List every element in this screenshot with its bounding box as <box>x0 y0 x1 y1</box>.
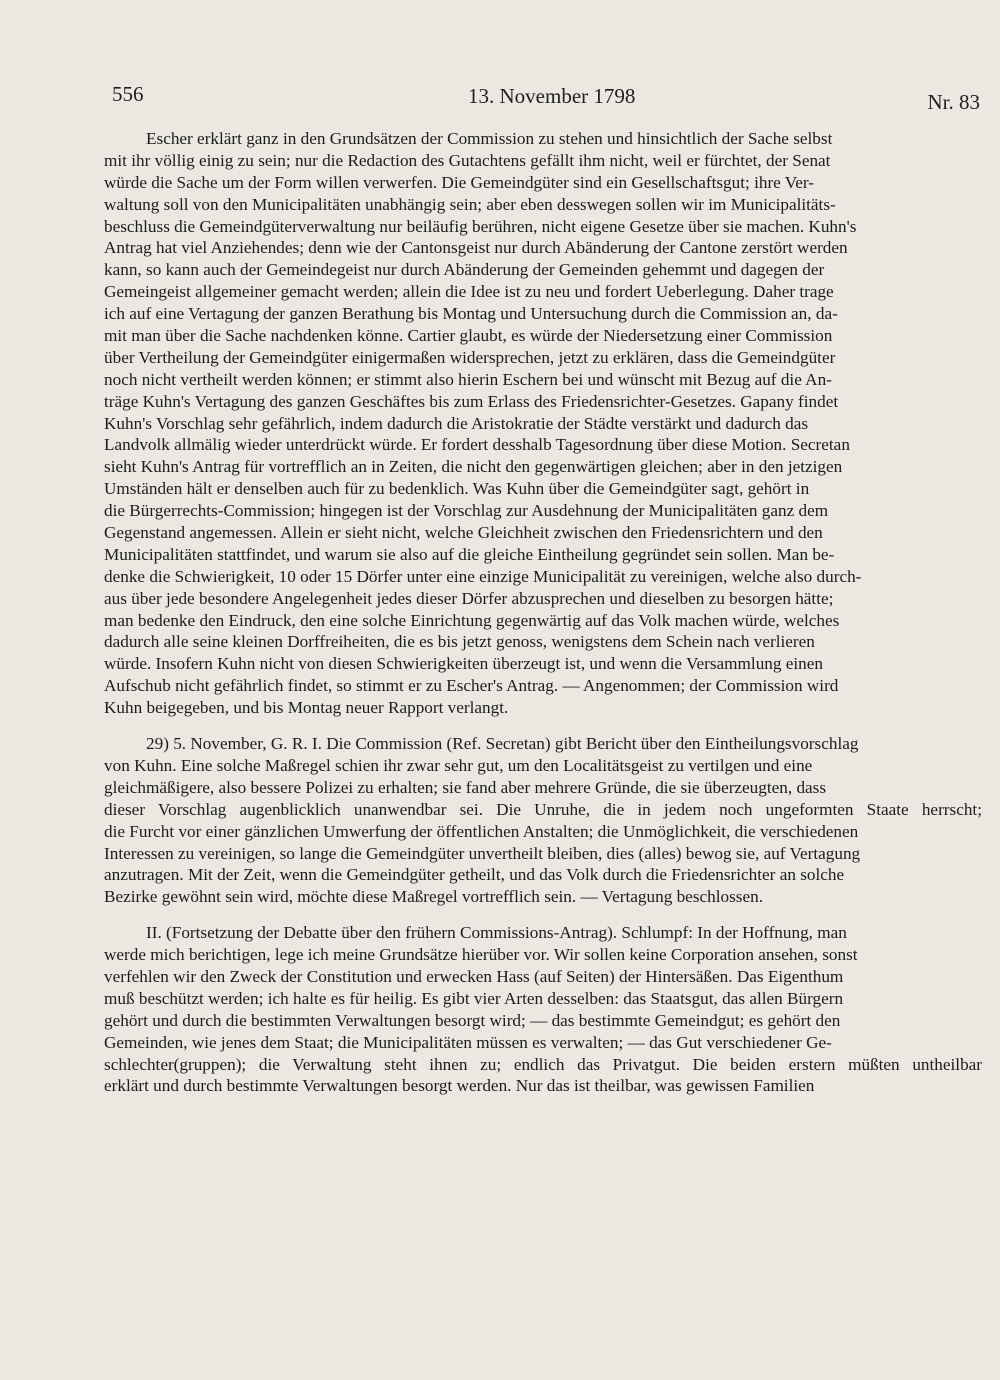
text-line: sieht Kuhn's Antrag für vortrefflich an in Zeiten, die nicht den gegenwärtigen gleichen; aber in den jetzigen <box>104 457 843 477</box>
document-number: Nr. 83 <box>927 90 980 114</box>
text-line: II. (Fortsetzung der Debatte über den frühern Commissions-Antrag). Schlumpf: In der Hoffnung, man <box>146 923 847 943</box>
text-line: Kuhn's Vorschlag sehr gefährlich, indem dadurch die Aristokratie der Städte verstärkt und dadurch das <box>104 413 809 433</box>
text-line: über Vertheilung der Gemeindgüter einigermaßen widersprechen, jetzt zu erklären, dass die Gemeindgüter <box>104 347 836 367</box>
text-line: ich auf eine Vertagung der ganzen Berathung bis Montag und Untersuchung durch die Commission an, da- <box>104 304 838 324</box>
paragraph-escher-debate <box>104 128 982 719</box>
text-line: Antrag hat viel Anziehendes; denn wie der Cantonsgeist nur durch Abänderung der Cantone zerstört werden <box>104 238 848 258</box>
text-line: werde mich berichtigen, lege ich meine Grundsätze hierüber vor. Wir sollen keine Corporation ansehen, sonst <box>104 945 858 965</box>
paragraph-29-commission-report <box>104 733 982 908</box>
text-line: mit man über die Sache nachdenken könne. Cartier glaubt, es würde der Niedersetzung einer Commission <box>104 326 833 346</box>
text-line: kann, so kann auch der Gemeindegeist nur durch Abänderung der Gemeinden gehemmt und dagegen der <box>104 260 825 280</box>
text-line: Escher erklärt ganz in den Grundsätzen der Commission zu stehen und hinsichtlich der Sache selbst <box>146 129 833 148</box>
text-line: Gemeingeist allgemeiner gemacht werden; allein die Idee ist zu neu und fordert Ueberlegung. Daher trage <box>104 282 834 302</box>
page-header <box>104 82 980 116</box>
text-line: Aufschub nicht gefährlich findet, so stimmt er zu Escher's Antrag. — Angenommen; der Commission wird <box>104 676 839 696</box>
text-line: träge Kuhn's Vertagung des ganzen Geschäftes bis zum Erlass des Friedensrichter-Gesetzes. Gapany findet <box>104 391 839 411</box>
text-line: dieser Vorschlag augenblicklich unanwendbar sei. Die Unruhe, die in jedem noch ungeformten Staate herrscht; <box>104 799 982 819</box>
text-line: die Bürgerrechts-Commission; hingegen ist der Vorschlag zur Ausdehnung der Municipalitäten ganz dem <box>104 501 829 521</box>
text-line: dadurch alle seine kleinen Dorffreiheiten, die es bis jetzt genoss, wenigstens dem Schein nach verlieren <box>104 632 815 652</box>
text-line: verfehlen wir den Zweck der Constitution und erwecken Hass (auf Seiten) der Hintersäßen. Das Eigenthum <box>104 966 844 986</box>
page-number: 556 <box>112 82 144 106</box>
text-line: denke die Schwierigkeit, 10 oder 15 Dörfer unter eine einzige Municipalität zu vereinigen, welche also durch- <box>104 566 862 586</box>
text-line: mit ihr völlig einig zu sein; nur die Redaction des Gutachtens gefällt ihm nicht, weil er fürchtet, der Senat <box>104 150 831 170</box>
text-line: aus über jede besondere Angelegenheit jedes dieser Dörfer abzusprechen und dieselben zu besorgen hätte; <box>104 588 834 608</box>
text-line: Umständen hält er denselben auch für zu bedenklich. Was Kuhn über die Gemeindgüter sagt, gehört in <box>104 479 810 499</box>
paragraph-ii-schlumpf <box>104 922 982 1097</box>
text-line: Interessen zu vereinigen, so lange die Gemeindgüter unvertheilt bleiben, dies (alles) bewog sie, auf Vertagung <box>104 843 861 863</box>
text-line: Gemeinden, wie jenes dem Staat; die Municipalitäten müssen es verwalten; — das Gut verschiedener Ge- <box>104 1032 832 1052</box>
text-line: von Kuhn. Eine solche Maßregel schien ihr zwar sehr gut, um den Localitätsgeist zu vertilgen und eine <box>104 755 813 775</box>
body-text <box>104 128 982 1097</box>
text-line: Landvolk allmälig wieder unterdrückt würde. Er fordert desshalb Tagesordnung über diese Motion. Secretan <box>104 435 850 455</box>
text-line: anzutragen. Mit der Zeit, wenn die Gemeindgüter getheilt, und das Volk durch die Friedensrichter an solche <box>104 865 845 885</box>
text-line: 29) 5. November, G. R. I. Die Commission (Ref. Secretan) gibt Bericht über den Eintheilungsvorschlag <box>146 734 859 754</box>
text-line: gleichmäßigere, also bessere Polizei zu erhalten; sie fand aber mehrere Gründe, die sie überzeugten, dass <box>104 777 827 797</box>
text-line: gehört und durch die bestimmten Verwaltungen besorgt wird; — das bestimmte Gemeindgut; es gehört den <box>104 1010 841 1030</box>
text-line: die Furcht vor einer gänzlichen Umwerfung der öffentlichen Anstalten; die Unmöglichkeit, die verschiedenen <box>104 821 859 841</box>
text-line: erklärt und durch bestimmte Verwaltungen besorgt werden. Nur das ist theilbar, was gewissen Familien <box>104 1076 815 1096</box>
text-line: schlechter(gruppen); die Verwaltung steht ihnen zu; endlich das Privatgut. Die beiden erstern müßten untheilbar <box>104 1054 983 1074</box>
text-line: Gegenstand angemessen. Allein er sieht nicht, welche Gleichheit zwischen den Friedensrichtern und den <box>104 523 823 543</box>
text-line: beschluss die Gemeindgüterverwaltung nur beiläufig berühren, nicht eigene Gesetze über sie machen. Kuhn's <box>104 216 857 236</box>
running-head-date: 13. November 1798 <box>468 84 636 108</box>
text-line: waltung soll von den Municipalitäten unabhängig sein; aber eben desswegen sollen wir im Municipalitäts- <box>104 194 836 214</box>
text-line: noch nicht vertheilt werden können; er stimmt also hierin Eschern bei und wünscht mit Bezug auf die An- <box>104 369 832 389</box>
text-line: muß beschützt werden; ich halte es für heilig. Es gibt vier Arten desselben: das Staatsgut, das allen Bürgern <box>104 988 844 1008</box>
text-line: Municipalitäten stattfindet, und warum sie also auf die gleiche Eintheilung gegründet sein sollen. Man be- <box>104 544 835 564</box>
text-line: man bedenke den Eindruck, den eine solche Einrichtung gegenwärtig auf das Volk machen würde, welches <box>104 610 840 630</box>
text-line: Kuhn beigegeben, und bis Montag neuer Rapport verlangt. <box>104 698 509 718</box>
text-line: würde. Insofern Kuhn nicht von diesen Schwierigkeiten überzeugt ist, und wenn die Versammlung einen <box>104 654 823 674</box>
text-line: Bezirke gewöhnt sein wird, möchte diese Maßregel vortrefflich sein. — Vertagung beschlossen. <box>104 887 763 907</box>
text-line: würde die Sache um der Form willen verwerfen. Die Gemeindgüter sind ein Gesellschaftsgut; ihre Ver- <box>104 172 815 192</box>
